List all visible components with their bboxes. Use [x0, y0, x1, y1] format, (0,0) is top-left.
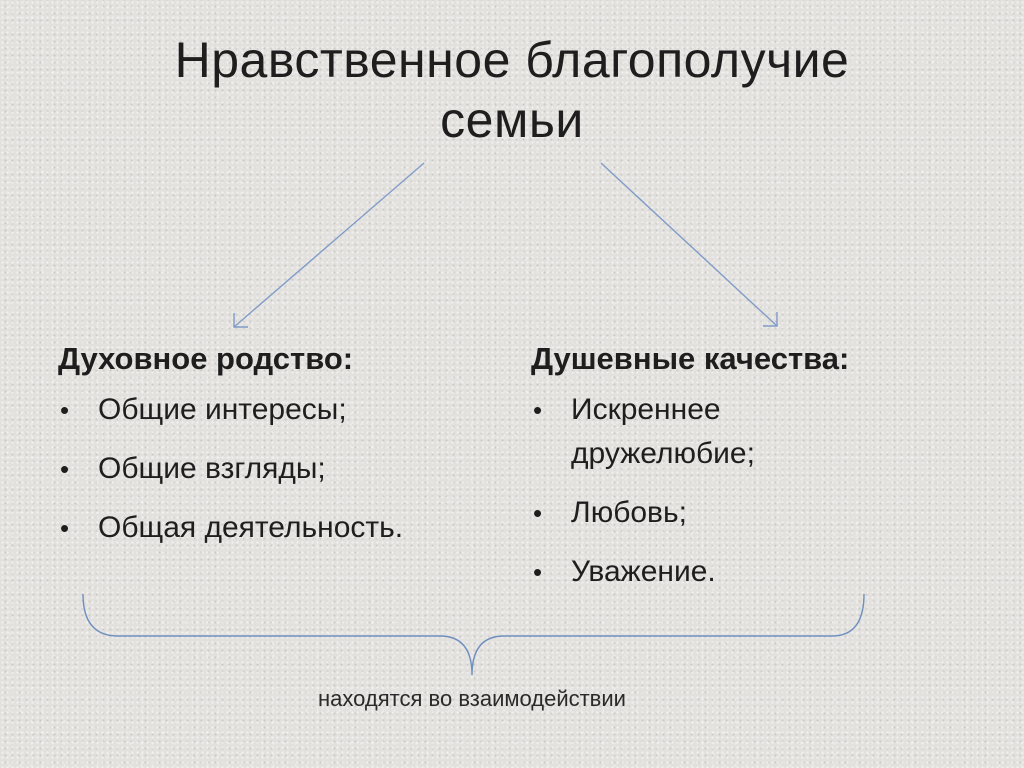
spiritual-kinship-heading: Духовное родство: — [58, 341, 354, 376]
list-item — [531, 491, 951, 535]
bullet-dot-icon: • — [533, 498, 543, 528]
spiritual-kinship-list — [58, 388, 498, 550]
arrow-right-head-icon — [763, 312, 777, 326]
bullet-dot-icon: • — [533, 557, 543, 587]
bullet-dot-icon: • — [60, 454, 70, 484]
list-item-text: Искреннее дружелюбие; — [571, 393, 755, 470]
bullet-dot-icon: • — [60, 395, 70, 425]
arrow-left-head-icon — [234, 313, 248, 327]
list-item-text: Общие взгляды; — [98, 452, 326, 485]
list-item-text: Общие интересы; — [98, 393, 347, 426]
page-title — [0, 30, 1024, 150]
title-line-1: Нравственное благополучие — [174, 32, 850, 88]
list-item-text: Уважение. — [571, 555, 716, 588]
soul-qualities-list — [531, 388, 951, 594]
bracket-caption: находятся во взаимодействии — [318, 686, 626, 711]
arrow-right — [601, 163, 777, 326]
list-item — [58, 447, 498, 491]
list-item — [531, 550, 951, 594]
soul-qualities-column — [531, 338, 951, 609]
spiritual-kinship-column — [58, 338, 498, 565]
bullet-dot-icon: • — [533, 395, 543, 425]
arrow-left — [234, 163, 424, 327]
list-item — [58, 506, 498, 550]
soul-qualities-heading: Душевные качества: — [531, 341, 850, 376]
list-item — [531, 388, 821, 476]
bullet-dot-icon: • — [60, 513, 70, 543]
list-item-text: Общая деятельность. — [98, 511, 404, 544]
list-item-text: Любовь; — [571, 496, 687, 529]
title-line-2: семьи — [440, 92, 584, 148]
list-item — [58, 388, 498, 432]
